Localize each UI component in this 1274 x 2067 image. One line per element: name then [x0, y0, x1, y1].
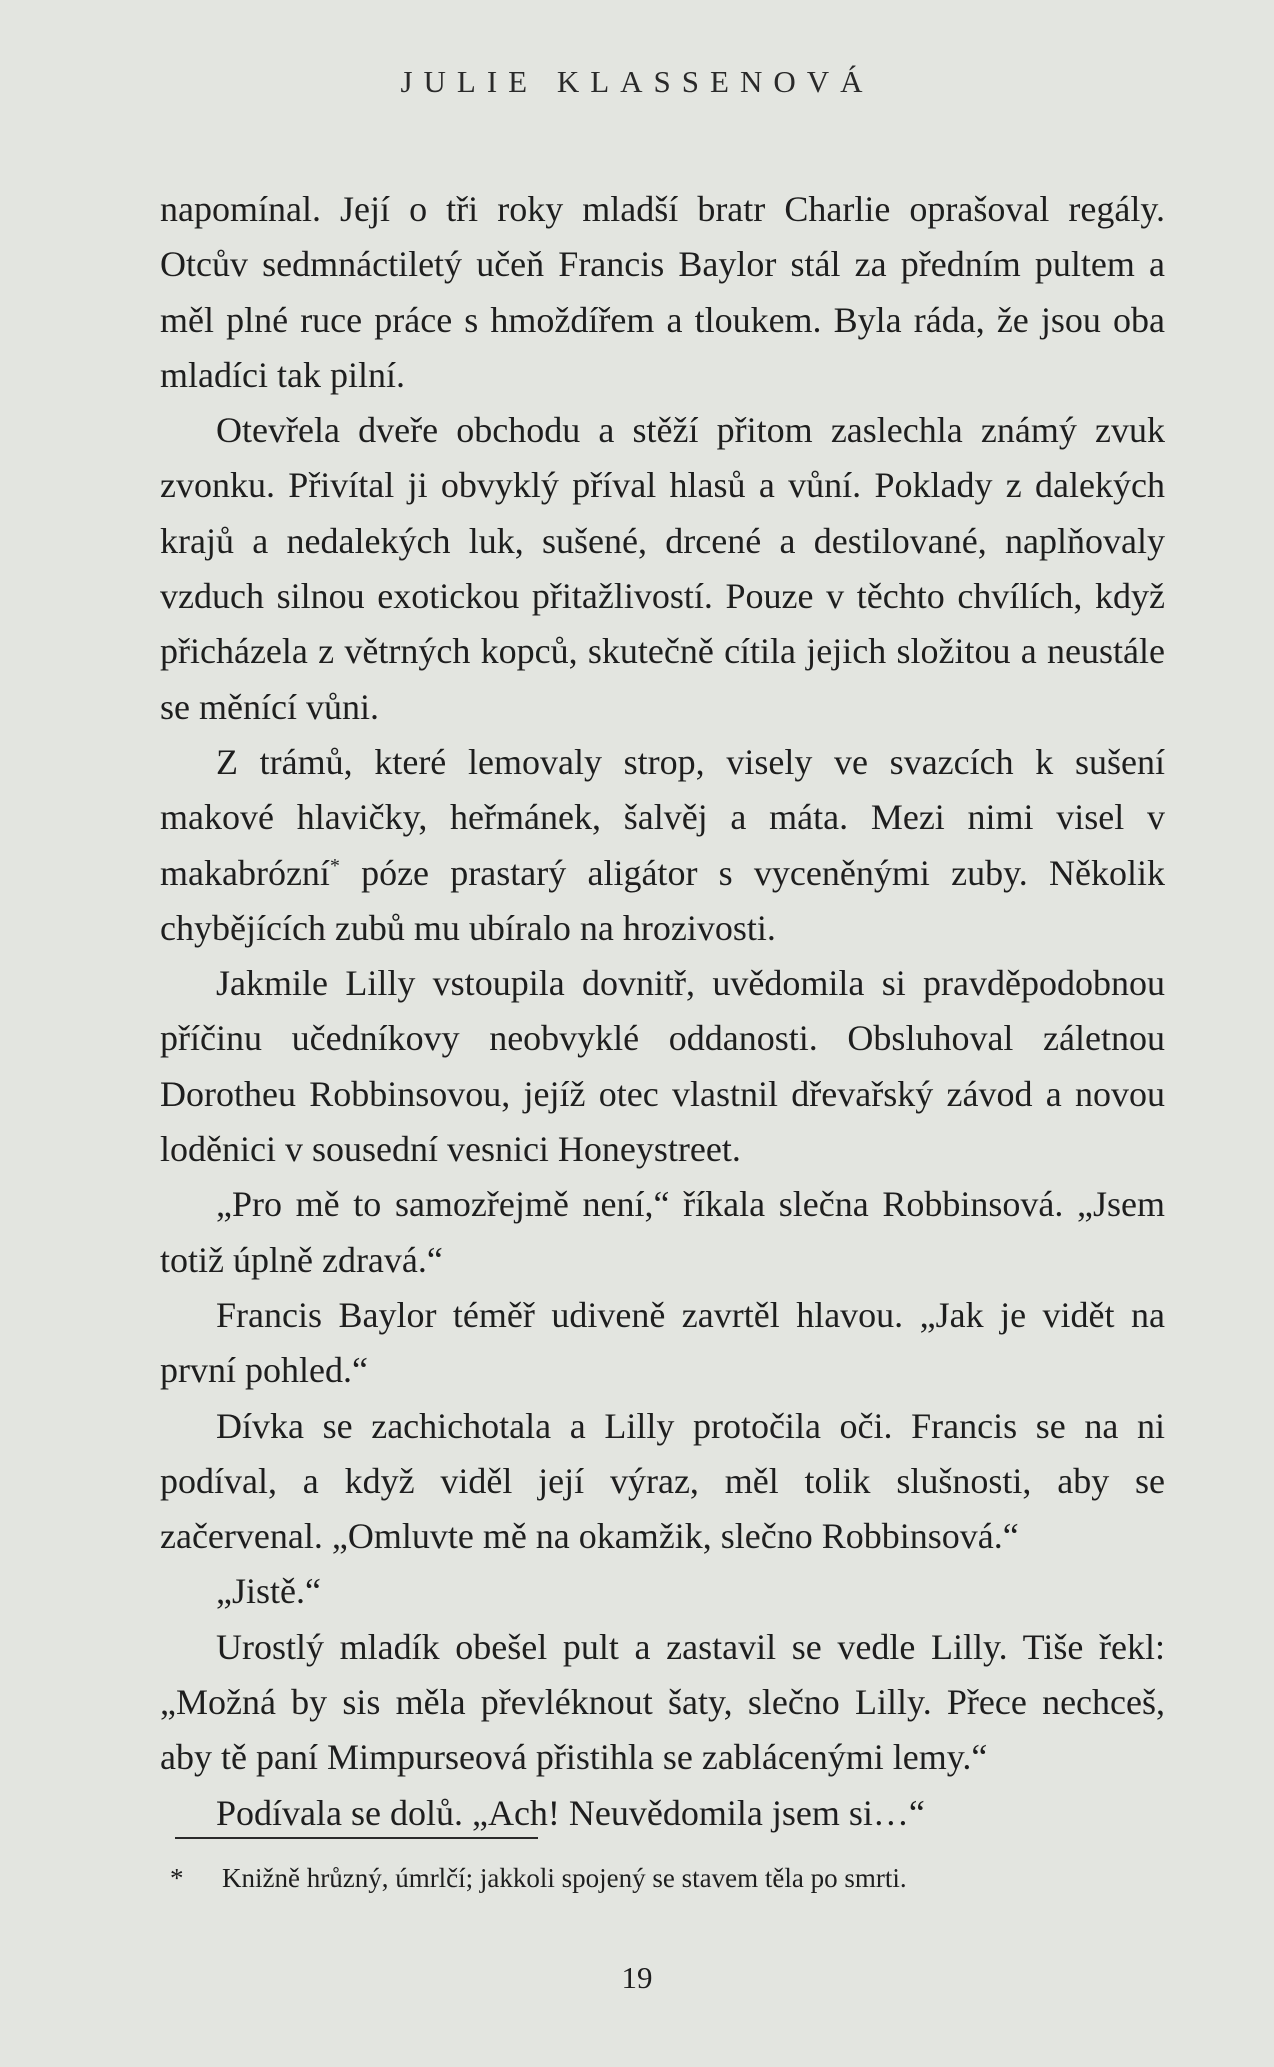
- paragraph-1: napomínal. Její o tři roky mladší bratr Charlie oprašoval regály. Otcův sedmnáctiletý učeň Francis Baylor stál za předním pultem a měl plné ruce práce s hmoždířem a tloukem. Byla ráda, že jsou oba mladíci tak pilní.: [160, 189, 1165, 395]
- page-number: 19: [621, 1960, 653, 1995]
- paragraph-8: „Jistě.“: [216, 1571, 321, 1612]
- paragraph-4: Jakmile Lilly vstoupila dovnitř, uvědomila si pravděpodobnou příčinu učedníkovy neobvyklé oddanosti. Obsluhoval záletnou Dorotheu Robbinsovou, jejíž otec vlastnil dřevařský závod a novou loděnici v sousední vesnici Honeystreet.: [160, 963, 1165, 1170]
- running-header: JULIE KLASSENOVÁ: [400, 64, 874, 99]
- paragraph-7: Dívka se zachichotala a Lilly protočila oči. Francis se na ni podíval, a když viděl její výraz, měl tolik slušnosti, aby se začervenal. „Omluvte mě na okamžik, slečno Robbinsová.“: [160, 1405, 1165, 1557]
- paragraph-3-text-b: póze prastarý aligátor s vyceněnými zuby. Několik chybějících zubů mu ubíralo na hrozivosti.: [160, 852, 1165, 948]
- footnote-rule: [175, 1837, 538, 1839]
- paragraph-5: „Pro mě to samozřejmě není,“ říkala slečna Robbinsová. „Jsem totiž úplně zdravá.“: [160, 1184, 1165, 1280]
- footnote: [170, 1858, 1170, 1898]
- paragraph-10: Podívala se dolů. „Ach! Neuvědomila jsem si…“: [216, 1792, 925, 1833]
- paragraph-9: Urostlý mladík obešel pult a zastavil se vedle Lilly. Tiše řekl: „Možná by sis měla převléknout šaty, slečno Lilly. Přece nechceš, aby tě paní Mimpurseová přistihla se zablácenými lemy.“: [160, 1626, 1165, 1778]
- paragraph-3-text-a: Z trámů, které lemovaly strop, visely ve svazcích k sušení makové hlavičky, heřmánek, šalvěj a máta. Mezi nimi visel v makabrózní: [160, 741, 1165, 893]
- paragraph-6: Francis Baylor téměř udiveně zavrtěl hlavou. „Jak je vidět na první pohled.“: [160, 1294, 1165, 1391]
- body-text: [160, 182, 1165, 1841]
- footnote-marker: *: [170, 1863, 184, 1893]
- footnote-text: Knižně hrůzný, úmrlčí; jakkoli spojený se stavem těla po smrti.: [222, 1863, 907, 1893]
- paragraph-2: Otevřela dveře obchodu a stěží přitom zaslechla známý zvuk zvonku. Přivítal ji obvyklý příval hlasů a vůní. Poklady z dalekých krajů a nedalekých luk, sušené, drcené a destilované, naplňovaly vzduch silnou exotickou přitažlivostí. Pouze v těchto chvílích, když přicházela z větrných kopců, skutečně cítila jejich složitou a neustále se měnící vůni.: [160, 410, 1165, 727]
- paragraph-3: [160, 735, 1165, 956]
- footnote-reference: *: [329, 854, 340, 877]
